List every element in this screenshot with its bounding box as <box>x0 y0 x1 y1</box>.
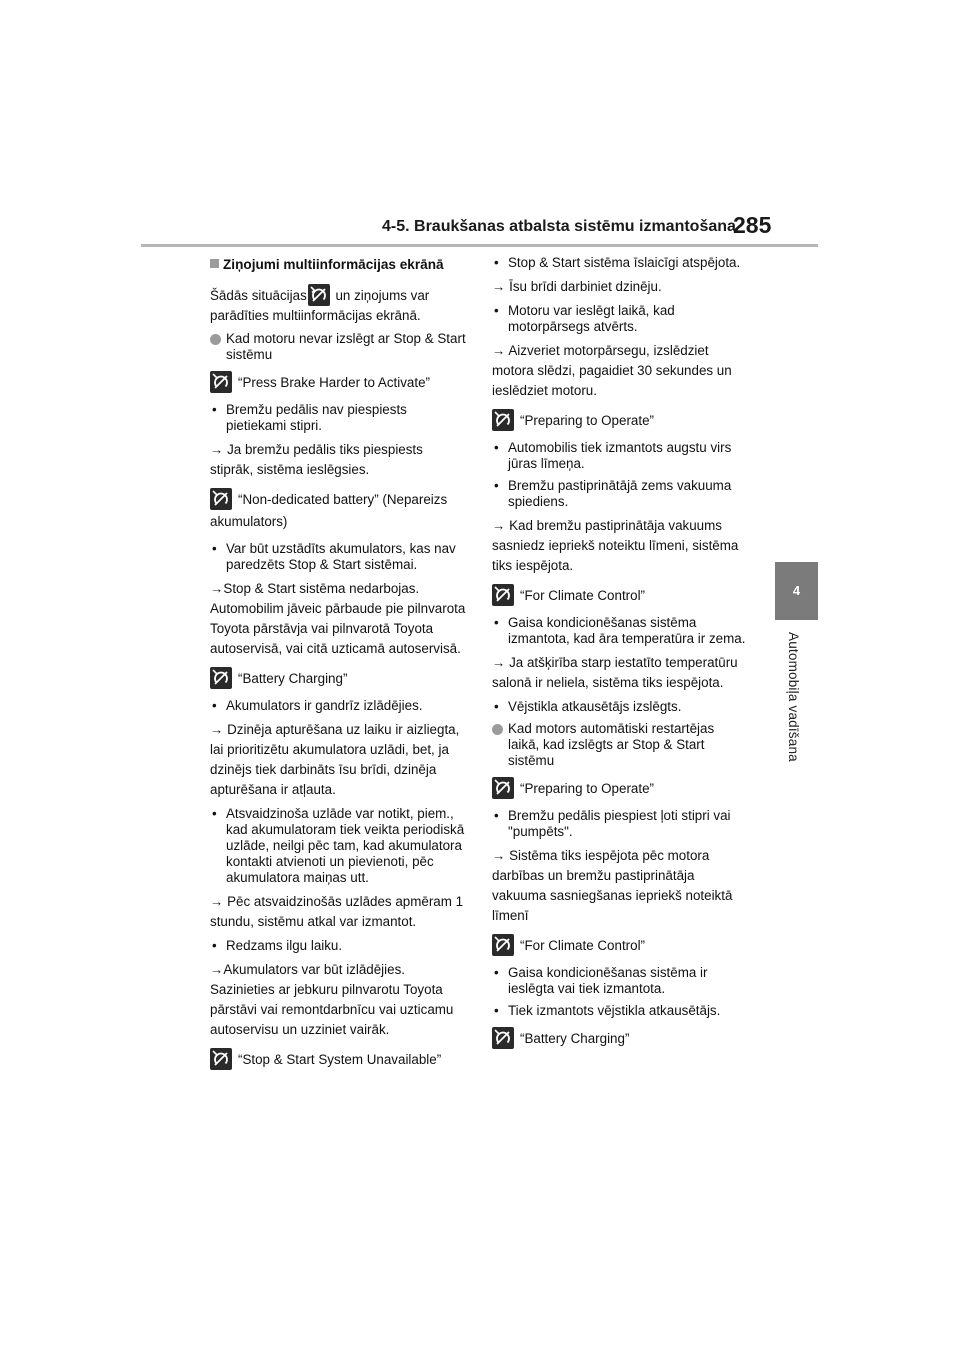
result-text: → Pēc atsvaidzinošās uzlādes apmēram 1 stundu, sistēmu atkal var izmantot. <box>210 894 464 929</box>
message-text: “Battery Charging” <box>520 1031 630 1046</box>
page-number: 285 <box>733 212 772 238</box>
result-text: → Dzinēja apturēšana uz laiku ir aizliegta, lai prioritizētu akumulatora uzlādi, bet, ja dzinējs tiek darbināts īsu brīdi, dzinēja apturēšana ir atļauta. <box>210 722 460 797</box>
message-line <box>210 371 466 394</box>
list-item: • Gaisa kondicionēšanas sistēma izmantota, kad āra temperatūra ir zema. <box>494 615 746 646</box>
intro-text-start: Šādās situācijas <box>210 288 307 303</box>
list-item: • Var būt uzstādīts akumulators, kas nav paredzēts Stop & Start sistēmai. <box>212 541 456 572</box>
list-item: • Akumulators ir gandrīz izlādējies. <box>212 698 423 713</box>
list-item: • Vējstikla atkausētājs izslēgts. <box>494 699 682 714</box>
result-text: → Kad bremžu pastiprinātāja vakuums sasniedz iepriekš noteiktu līmeni, sistēma tiks iespējota. <box>492 518 739 573</box>
list-item: • Tiek izmantots vējstikla atkausētājs. <box>494 1003 721 1018</box>
circle-bullet-icon <box>492 724 503 735</box>
chapter-side-label: Automobiļa vadīšana <box>786 632 801 762</box>
intro-paragraph <box>210 284 466 325</box>
stop-start-indicator-icon <box>492 777 514 799</box>
list-item: • Stop & Start sistēma īslaicīgi atspējota. <box>494 255 741 270</box>
result-text: →Stop & Start sistēma nedarbojas. Automobilim jāveic pārbaude pie pilnvarota Toyota pārstāvja vai pilnvarotā Toyota autoservisā, vai citā uzticamā autoservisā. <box>210 581 466 656</box>
stop-start-indicator-icon <box>492 584 514 606</box>
square-bullet-icon <box>210 259 219 268</box>
stop-start-indicator-icon <box>210 1048 232 1070</box>
circle-bullet-item <box>210 331 466 363</box>
message-line <box>492 409 748 432</box>
result-text: → Sistēma tiks iespējota pēc motora darbības un bremžu pastiprinātāja vakuuma sasniegšanas iepriekš noteiktā līmenī <box>492 848 733 923</box>
circle-bullet-icon <box>210 334 221 345</box>
list-item: • Motoru var ieslēgt laikā, kad motorpārsegs atvērts. <box>494 303 675 334</box>
list-item: • Redzams ilgu laiku. <box>212 938 343 953</box>
list-item-text: Gaisa kondicionēšanas sistēma izmantota, kad āra temperatūra ir zema. <box>508 615 746 646</box>
message-text: “Preparing to Operate” <box>520 781 654 796</box>
result-text: →Akumulators var būt izlādējies. Sazinieties ar jebkuru pilnvarotu Toyota pārstāvi vai remontdarbnīcu vai uzticamu autoservisu un uzziniet vairāk. <box>210 962 454 1037</box>
chapter-tab: 4 <box>775 562 818 620</box>
list-item-text: Vējstikla atkausētājs izslēgts. <box>508 699 682 714</box>
stop-start-indicator-icon <box>210 488 232 510</box>
list-item-text: Gaisa kondicionēšanas sistēma ir ieslēgta vai tiek izmantota. <box>508 965 708 996</box>
result-text: → Īsu brīdi darbiniet dzinēju. <box>492 279 662 294</box>
right-column <box>492 255 748 1058</box>
stop-start-indicator-icon <box>210 371 232 393</box>
list-item-text: Automobilis tiek izmantots augstu virs jūras līmeņa. <box>508 440 732 471</box>
list-item: • Gaisa kondicionēšanas sistēma ir ieslēgta vai tiek izmantota. <box>494 965 708 996</box>
list-item-text: Akumulators ir gandrīz izlādējies. <box>226 698 423 713</box>
circle-bullet-item <box>492 721 748 769</box>
condition-heading: Kad motors automātiski restartējas laikā, kad izslēgts ar Stop & Start sistēmu <box>508 721 715 768</box>
message-text: “Non-dedicated battery” (Nepareizs akumulators) <box>210 492 448 529</box>
message-line <box>492 1027 748 1050</box>
message-line <box>492 777 748 800</box>
message-line <box>210 667 466 690</box>
list-item-text: Atsvaidzinoša uzlāde var notikt, piem., kad akumulatoram tiek veikta periodiskā uzlāde, neilgi pēc tam, kad akumulatora kontakti atvienoti un pievienoti, pēc akumulatora maiņas utt. <box>226 806 465 885</box>
list-item: • Bremžu pedālis piespiest ļoti stipri vai "pumpēts". <box>494 808 731 839</box>
message-text: “For Climate Control” <box>520 588 646 603</box>
list-item: • Automobilis tiek izmantots augstu virs jūras līmeņa. <box>494 440 732 471</box>
message-line <box>492 584 748 607</box>
list-item-text: Bremžu pedālis nav piespiests pietiekami stipri. <box>226 402 407 433</box>
chapter-header-title: 4-5. Braukšanas atbalsta sistēmu izmantošana <box>382 218 736 235</box>
result-text: → Aizveriet motorpārsegu, izslēdziet motora slēdzi, pagaidiet 30 sekundes un ieslēdziet motoru. <box>492 343 732 398</box>
result-text: → Ja atšķirība starp iestatīto temperatūru salonā ir neliela, sistēma tiks iespējota. <box>492 655 738 690</box>
stop-start-indicator-icon <box>492 409 514 431</box>
list-item-text: Bremžu pastiprinātājā zems vakuuma spiediens. <box>508 478 732 509</box>
message-line <box>210 1048 466 1071</box>
section-title: Ziņojumi multiinformācijas ekrānā <box>223 257 444 272</box>
stop-start-indicator-icon <box>492 934 514 956</box>
stop-start-indicator-icon <box>210 667 232 689</box>
message-line <box>492 934 748 957</box>
header-divider <box>141 244 818 247</box>
list-item: • Bremžu pedālis nav piespiests pietiekami stipri. <box>212 402 407 433</box>
list-item-text: Redzams ilgu laiku. <box>226 938 343 953</box>
section-heading <box>210 255 466 274</box>
list-item-text: Tiek izmantots vējstikla atkausētājs. <box>508 1003 721 1018</box>
list-item: • Bremžu pastiprinātājā zems vakuuma spiediens. <box>494 478 732 509</box>
message-text: “Press Brake Harder to Activate” <box>238 375 430 390</box>
list-item-text: Stop & Start sistēma īslaicīgi atspējota. <box>508 255 741 270</box>
list-item-text: Var būt uzstādīts akumulators, kas nav paredzēts Stop & Start sistēmai. <box>226 541 456 572</box>
result-text: → Ja bremžu pedālis tiks piespiests stiprāk, sistēma ieslēgsies. <box>210 442 423 477</box>
list-item-text: Motoru var ieslēgt laikā, kad motorpārsegs atvērts. <box>508 303 675 334</box>
stop-start-indicator-icon <box>308 284 330 306</box>
left-column <box>210 255 466 1079</box>
message-line <box>210 488 466 533</box>
message-text: “For Climate Control” <box>520 938 646 953</box>
condition-heading: Kad motoru nevar izslēgt ar Stop & Start sistēmu <box>226 331 466 362</box>
list-item: • Atsvaidzinoša uzlāde var notikt, piem., kad akumulatoram tiek veikta periodiskā uzlāde, neilgi pēc tam, kad akumulatora kontakti atvienoti un pievienoti, pēc akumulatora maiņas utt. <box>212 806 465 885</box>
message-text: “Battery Charging” <box>238 671 348 686</box>
intro-text-end: un ziņojums var parādīties multiinformācijas ekrānā. <box>210 288 430 323</box>
message-text: “Preparing to Operate” <box>520 413 654 428</box>
message-text: “Stop & Start System Unavailable” <box>238 1052 442 1067</box>
stop-start-indicator-icon <box>492 1027 514 1049</box>
list-item-text: Bremžu pedālis piespiest ļoti stipri vai "pumpēts". <box>508 808 731 839</box>
